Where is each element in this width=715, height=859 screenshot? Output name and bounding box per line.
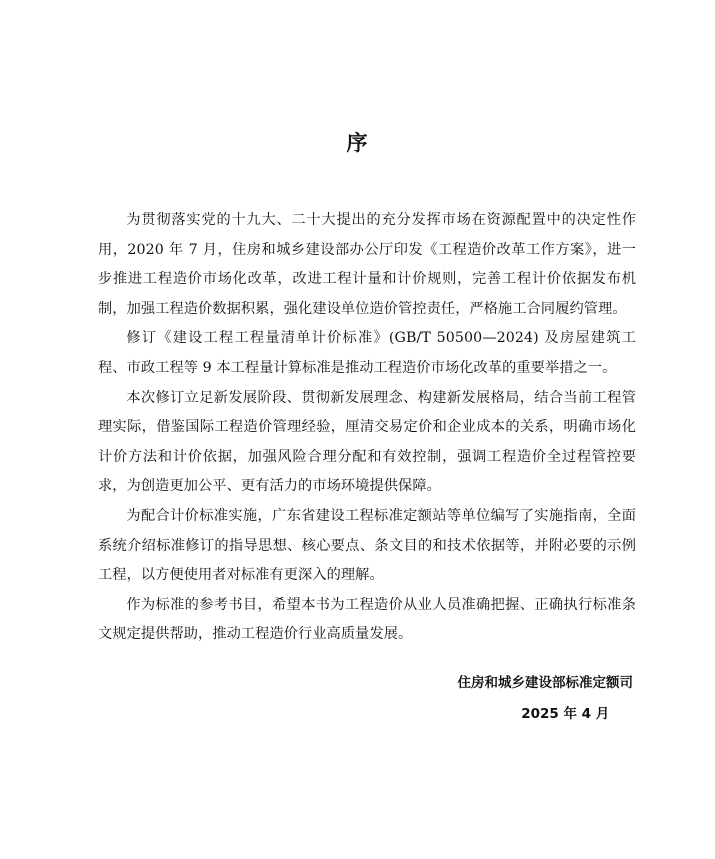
- paragraph-5: 作为标准的参考书目，希望本书为工程造价从业人员准确把握、正确执行标准条文规定提供帮助，推动工程造价行业高质量发展。: [98, 596, 636, 643]
- paragraph-4: 为配合计价标准实施，广东省建设工程标准定额站等单位编写了实施指南，全面系统介绍标准修订的指导思想、核心要点、条文目的和技术依据等，并附必要的示例工程，以方便使用者对标准有更深入的理解。: [98, 507, 636, 584]
- preface-body: [98, 206, 636, 650]
- page-title: 序: [346, 131, 369, 155]
- signature-organization: 住房和城乡建设部标准定额司: [457, 675, 633, 691]
- paragraph-1: 为贯彻落实党的十九大、二十大提出的充分发挥市场在资源配置中的决定性作用，2020 年 7 月，住房和城乡建设部办公厅印发《工程造价改革工作方案》，进一步推进工程造价市场化改革，改进工程计量和计价规则，完善工程计价依据发布机制，加强工程造价数据积累，强化建设单位造价管控责任，严格施工合同履约管理。: [98, 212, 636, 317]
- paragraph-2: 修订《建设工程工程量清单计价标准》(GB/T 50500—2024) 及房屋建筑工程、市政工程等 9 本工程量计算标准是推动工程造价市场化改革的重要举措之一。: [98, 330, 636, 376]
- signature-block: [458, 668, 634, 730]
- paragraph-3: 本次修订立足新发展阶段、贯彻新发展理念、构建新发展格局，结合当前工程管理实际，借鉴国际工程造价管理经验，厘清交易定价和企业成本的关系，明确市场化计价方法和计价依据，加强风险合理分配和有效控制，强调工程造价全过程管控要求，为创造更加公平、更有活力的市场环境提供保障。: [98, 389, 636, 495]
- signature-date: 2025 年 4 月: [521, 706, 610, 722]
